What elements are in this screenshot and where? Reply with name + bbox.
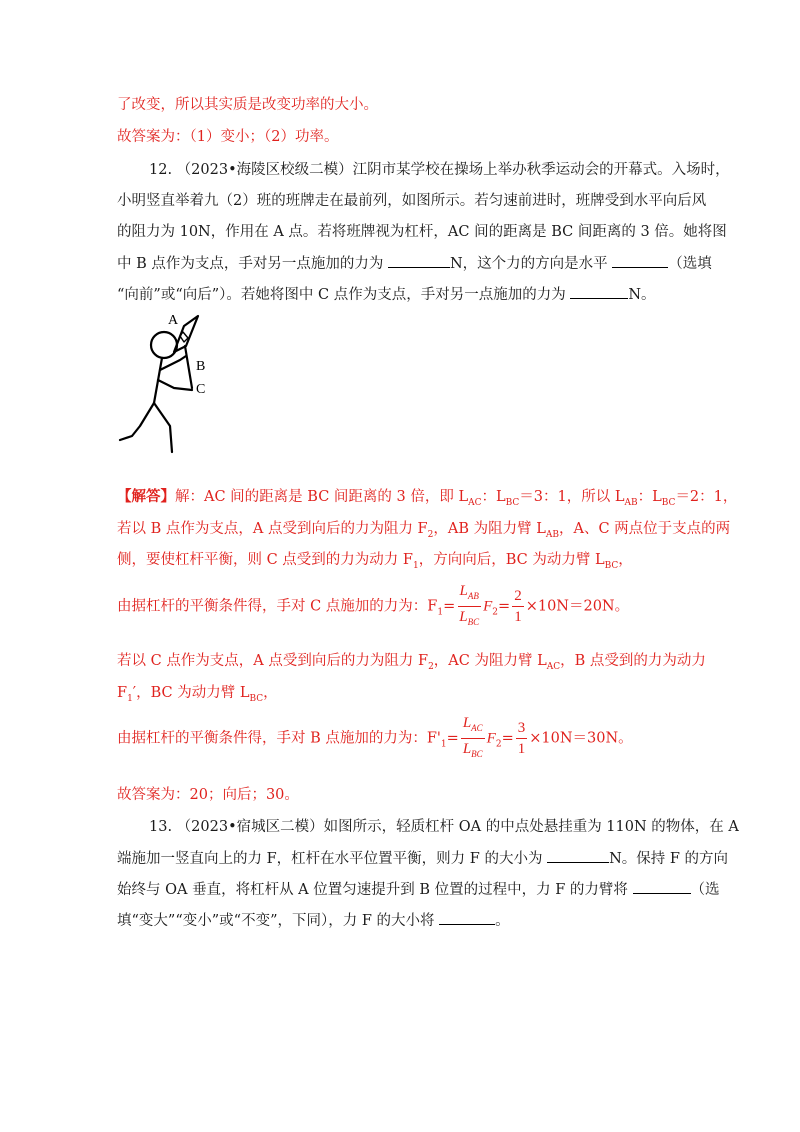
answer-tag: 【解答】 — [117, 488, 175, 505]
f1-times: × — [525, 598, 538, 615]
f2-fraction-l — [461, 714, 485, 763]
f1-num: L — [459, 583, 468, 599]
a2-text-b: ，AB 为阻力臂 L — [433, 521, 546, 537]
q13-line-3 — [117, 879, 720, 900]
a1-sub4: BC — [661, 497, 676, 508]
b1-sub: 2 — [428, 661, 434, 672]
q13-line-4 — [117, 910, 510, 931]
b2-text-c: ， — [263, 685, 278, 701]
a3-sub2: BC — [604, 560, 619, 571]
b1-text-b: ，AC 为阻力臂 L — [433, 653, 547, 669]
q13-l3-text-b: （选 — [690, 882, 720, 898]
b2-text-b: ′，BC 为动力臂 L — [132, 685, 250, 701]
answer12-line-b1 — [117, 651, 706, 677]
a1-mid3: ：L — [637, 489, 662, 505]
q13-l4-text-a: 填“变大”“变小”或“不变”，下同），力 F 的大小将 — [117, 913, 440, 929]
f1-prefix: 由据杠杆的平衡条件得，手对 C 点施加的力为：F — [117, 598, 438, 615]
f1-eq2: = — [498, 598, 511, 615]
a1-mid: ：L — [481, 489, 506, 505]
a1-sub3: AB — [624, 497, 638, 508]
b1-sub2: AC — [546, 661, 561, 672]
q13-l2-text-b: N。保持 F 的方向 — [609, 851, 729, 867]
prev-answer-line: 了改变，所以其实质是改变功率的大小。 — [117, 97, 378, 113]
b1-text-c: ，B 点受到的力为动力 — [560, 653, 706, 669]
f2-prefix: 由据杠杆的平衡条件得，手对 B 点施加的力为：F' — [117, 730, 441, 747]
b2-text-a: F — [117, 685, 128, 701]
q13-blank-3[interactable] — [439, 910, 495, 925]
a3-text-c: ， — [618, 552, 633, 568]
a1-mid2: ＝3：1，所以 L — [519, 489, 625, 505]
a2-text-c: ，A、C 两点位于支点的两 — [558, 521, 731, 537]
answer12-line-b2 — [117, 683, 278, 709]
q12-blank-2[interactable] — [612, 253, 668, 268]
f1-F: F — [483, 598, 493, 615]
f2-sub: 1 — [440, 739, 447, 750]
a3-sub: 1 — [412, 560, 419, 571]
a2-text-a: 若以 B 点作为支点，A 点受到向后的力为阻力 F — [117, 521, 428, 537]
f1-num-sub: AB — [467, 591, 479, 601]
b2-sub2: BC — [249, 693, 264, 704]
q13-line-1: 13. （2023•宿城区二模）如图所示，轻质杠杆 OA 的中点处悬挂重为 110N 的物体，在 A — [149, 819, 739, 835]
b1-text-a: 若以 C 点作为支点，A 点受到向后的力为阻力 F — [117, 653, 429, 669]
q12-blank-1[interactable] — [388, 253, 450, 268]
label-b: B — [196, 359, 206, 374]
f1-eq: = — [443, 598, 456, 615]
f2-F: F — [486, 730, 496, 747]
q12-line-3: 的阻力为 10N，作用在 A 点。若将班牌视为杠杆，AC 间的距离是 BC 间距离的 3 倍。她将图 — [117, 224, 727, 240]
f1-end: 10N＝20N。 — [537, 598, 630, 615]
left-leg — [120, 403, 154, 440]
f2-n2: 3 — [516, 719, 528, 739]
f1-fraction-num — [512, 587, 524, 626]
f2-end: 10N＝30N。 — [541, 730, 633, 747]
q13-l4-text-b: 。 — [495, 913, 510, 929]
f1-fraction-l — [457, 582, 481, 631]
f2-fraction-num — [516, 719, 528, 758]
f2-num: L — [462, 715, 472, 731]
answer12-line-3 — [117, 550, 633, 576]
f2-F-sub: 2 — [495, 739, 502, 750]
formula-1-line — [117, 582, 629, 634]
q12-line-2: 小明竖直举着九（2）班的班牌走在最前列，如图所示。若匀速前进时，班牌受到水平向后风 — [117, 193, 707, 209]
q12-line-5 — [117, 284, 656, 305]
q12-l4-text-c: （选填 — [668, 256, 712, 272]
prev-final-answer: 故答案为：（1）变小；（2）功率。 — [117, 129, 339, 145]
stick-figure-illustration — [112, 308, 222, 458]
a2-sub: 2 — [427, 529, 434, 540]
q12-l4-text-a: 中 B 点作为支点，手对另一点施加的力为 — [117, 256, 388, 272]
f2-d2: 1 — [517, 741, 526, 757]
q12-blank-3[interactable] — [570, 284, 628, 299]
f2-eq2: = — [501, 730, 514, 747]
a1-sub2: BC — [505, 497, 520, 508]
answer12-final: 故答案为：20；向后；30。 — [117, 787, 299, 803]
f1-sub: 1 — [437, 607, 444, 618]
sign-pole — [185, 346, 192, 388]
label-a: A — [168, 313, 179, 328]
a1-text: 解：AC 间的距离是 BC 间距离的 3 倍，即 L — [175, 489, 469, 505]
q13-l2-text-a: 端施加一竖直向上的力 F，杠杆在水平位置平衡，则力 F 的大小为 — [117, 851, 548, 867]
a1-sub1: AC — [468, 497, 482, 508]
f2-eq: = — [446, 730, 459, 747]
f2-num-sub: AC — [471, 723, 483, 733]
a2-sub2: AB — [545, 529, 559, 540]
f1-den-sub: BC — [467, 617, 480, 627]
q12-l5-text-b: N。 — [628, 287, 656, 303]
f2-den-sub: BC — [471, 749, 483, 759]
formula-2-line — [117, 714, 633, 766]
q12-line-4 — [117, 253, 712, 274]
f2-den: L — [462, 741, 472, 757]
q13-line-2 — [117, 848, 728, 869]
q12-line-1: 12. （2023•海陵区校级二模）江阴市某学校在操场上举办秋季运动会的开幕式。入场时， — [149, 162, 730, 178]
b2-sub: 1 — [127, 693, 133, 704]
q12-l5-text-a: “向前”或“向后”）。若她将图中 C 点作为支点，手对另一点施加的力为 — [117, 287, 571, 303]
f1-den: L — [459, 609, 468, 625]
q13-blank-1[interactable] — [547, 848, 609, 863]
q12-l4-text-b: N，这个力的方向是水平 — [449, 256, 613, 272]
head — [151, 332, 177, 358]
q13-l3-text-a: 始终与 OA 垂直，将杠杆从 A 位置匀速提升到 B 位置的过程中，力 F 的力臂将 — [117, 882, 633, 898]
a3-text-b: ，方向向后，BC 为动力臂 L — [418, 552, 605, 568]
a3-text-a: 侧，要使杠杆平衡，则 C 点受到的力为动力 F — [117, 552, 413, 568]
f1-n2: 2 — [512, 587, 524, 607]
f1-d2: 1 — [514, 609, 522, 625]
answer12-line-2 — [117, 519, 730, 545]
f2-times: × — [529, 730, 542, 747]
q13-blank-2[interactable] — [633, 879, 691, 894]
label-c: C — [196, 382, 206, 397]
lower-arm — [158, 380, 192, 390]
a1-end: ＝2：1， — [675, 489, 738, 505]
f1-F-sub: 2 — [492, 607, 499, 618]
right-leg — [154, 403, 172, 452]
answer12-line-1 — [117, 487, 737, 513]
